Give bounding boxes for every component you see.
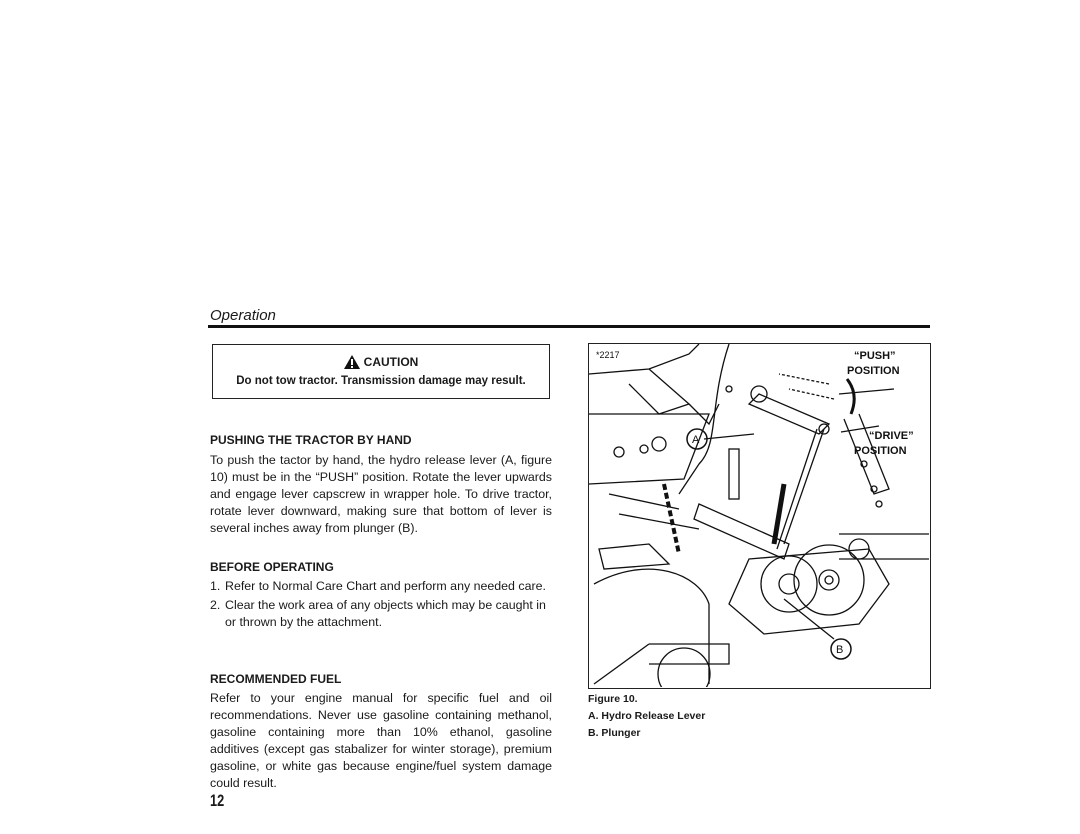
warning-icon	[344, 355, 360, 369]
callout-b: B	[836, 644, 844, 656]
before-heading: BEFORE OPERATING	[210, 560, 334, 574]
item-number: 1.	[210, 579, 221, 593]
caution-box	[212, 344, 550, 399]
page-number: 12	[210, 791, 225, 810]
push-label: “PUSH”	[854, 350, 896, 362]
caption-legend-a: A. Hydro Release Lever	[588, 710, 706, 722]
fuel-text: Refer to your engine manual for specific fuel and oil recommendations. Never use gasoline containing methanol, gasoline containing more than 10% ethanol, gasoline additives (except gas stabalizer for winter storage), premium gasoline, or white gas because engine/fuel system damage could result.	[210, 691, 552, 790]
fuel-heading: RECOMMENDED FUEL	[210, 672, 342, 686]
push-position-label: POSITION	[847, 365, 900, 377]
item-text: Clear the work area of any objects which may be caught in or thrown by the attachment.	[225, 598, 546, 629]
callout-a: A	[692, 434, 700, 446]
item-text: Refer to Normal Care Chart and perform any needed care.	[225, 579, 546, 593]
drive-position-label: POSITION	[854, 445, 907, 457]
pushing-text: To push the tactor by hand, the hydro release lever (A, figure 10) must be in the “PUSH” position. Rotate the lever upwards and engage lever capscrew in wrapper hole. To drive tractor, rotate lever downward, making sure that bottom of lever is several inches away from plunger (B).	[210, 453, 552, 535]
header-rule	[208, 325, 930, 328]
section-title: Operation	[210, 307, 276, 324]
list-item	[210, 597, 552, 631]
caption-legend-b: B. Plunger	[588, 727, 641, 739]
before-list	[210, 578, 552, 633]
list-item	[210, 578, 552, 595]
figure-10-illustration	[588, 343, 931, 689]
drive-label: “DRIVE”	[869, 430, 914, 442]
figure-caption	[588, 691, 705, 742]
figure-ref-number: *2217	[596, 350, 620, 360]
pushing-heading: PUSHING THE TRACTOR BY HAND	[210, 433, 412, 447]
hydro-lever-drawing	[589, 344, 929, 687]
caution-heading: CAUTION	[363, 355, 419, 369]
item-number: 2.	[210, 598, 221, 612]
caution-text: Do not tow tractor. Transmission damage may result.	[236, 375, 526, 387]
caption-title: Figure 10.	[588, 693, 638, 705]
